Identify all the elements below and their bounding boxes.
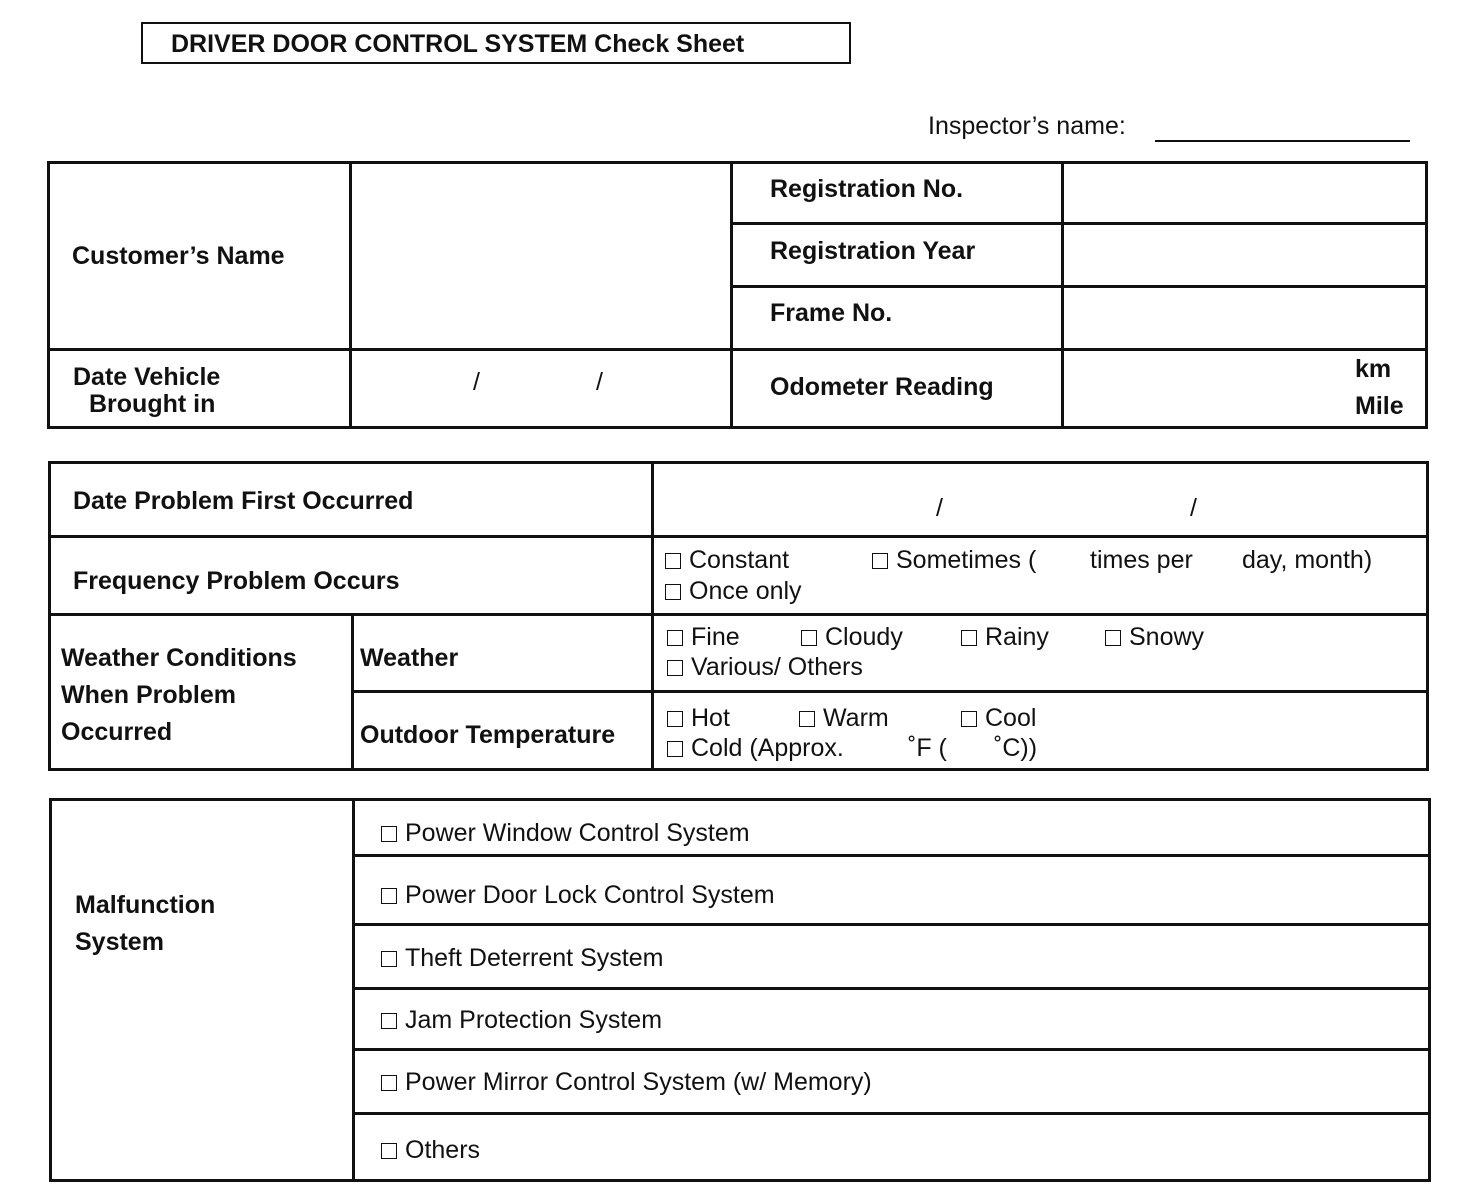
checkbox[interactable] [665,584,681,600]
weather-fine-option[interactable]: Fine [667,623,740,652]
checkbox[interactable] [799,711,815,727]
customer-name-field[interactable] [352,164,728,346]
divider [651,461,654,771]
checkbox[interactable] [667,630,683,646]
system-option[interactable]: Others [381,1136,480,1165]
customer-name-label: Customer’s Name [72,242,285,270]
frame-no-label: Frame No. [770,299,893,327]
freq-day-month-text: day, month) [1242,546,1373,574]
divider [48,461,1428,464]
divider [48,768,1428,771]
system-option[interactable]: Power Mirror Control System (w/ Memory) [381,1068,872,1097]
inspector-name-field[interactable] [1155,140,1410,142]
checkbox[interactable] [381,1075,397,1091]
weather-label: Weather [360,644,459,672]
checkbox[interactable] [381,888,397,904]
checkbox[interactable] [381,951,397,967]
registration-no-label: Registration No. [770,175,964,203]
weather-rainy-option[interactable]: Rainy [961,623,1049,652]
checkbox[interactable] [381,826,397,842]
checkbox[interactable] [872,553,888,569]
divider [47,426,1427,429]
page-title: DRIVER DOOR CONTROL SYSTEM Check Sheet [141,22,851,64]
temp-celsius-text: ˚C)) [994,734,1038,762]
weather-cloudy-option[interactable]: Cloudy [801,623,903,652]
temp-hot-option[interactable]: Hot [667,704,730,733]
checkbox[interactable] [801,630,817,646]
divider [1425,161,1428,429]
date-separator: / [1190,494,1197,522]
checkbox[interactable] [667,660,683,676]
divider [730,161,733,429]
freq-sometimes-option[interactable]: Sometimes ( [872,546,1036,575]
registration-no-field[interactable] [1064,164,1424,220]
divider [48,535,1428,538]
temp-cool-option[interactable]: Cool [961,704,1036,733]
temp-fahrenheit-text: ˚F ( [908,734,947,762]
divider [48,613,1428,616]
divider [49,798,52,1182]
frame-no-field[interactable] [1064,288,1424,346]
checkbox[interactable] [961,630,977,646]
date-separator: / [596,368,603,396]
divider [48,461,51,771]
date-brought-in-label: Date Vehicle [73,363,221,391]
date-separator: / [473,368,480,396]
divider [351,690,1428,693]
freq-times-per-text: times per [1090,546,1193,574]
divider [351,613,354,771]
malfunction-system-label: Malfunction System [75,891,216,956]
divider [353,923,1429,926]
checkbox[interactable] [1105,630,1121,646]
weather-snowy-option[interactable]: Snowy [1105,623,1204,652]
unit-mile: Mile [1355,392,1404,420]
checkbox[interactable] [381,1013,397,1029]
frequency-label: Frequency Problem Occurs [73,567,400,595]
temp-warm-option[interactable]: Warm [799,704,889,733]
divider [353,1048,1429,1051]
date-separator: / [936,494,943,522]
divider [49,1179,1431,1182]
unit-km: km [1355,355,1392,383]
checkbox[interactable] [667,741,683,757]
divider [49,798,1429,801]
divider [353,987,1429,990]
freq-once-option[interactable]: Once only [665,577,802,606]
system-option[interactable]: Power Door Lock Control System [381,881,775,910]
odometer-field[interactable] [1064,351,1344,423]
weather-conditions-label: Weather Conditions When Problem Occurred [61,644,297,746]
registration-year-label: Registration Year [770,237,976,265]
divider [1428,798,1431,1182]
divider [353,854,1429,857]
divider [352,798,355,1182]
inspector-label: Inspector’s name: [928,112,1126,140]
odometer-label: Odometer Reading [770,373,994,401]
system-option[interactable]: Jam Protection System [381,1006,662,1035]
registration-year-field[interactable] [1064,225,1424,283]
date-brought-in-label: Brought in [89,390,216,418]
divider [1426,461,1429,771]
temp-cold-option[interactable]: Cold (Approx. [667,734,844,763]
outdoor-temperature-label: Outdoor Temperature [360,721,616,749]
checkbox[interactable] [667,711,683,727]
checkbox[interactable] [665,553,681,569]
checkbox[interactable] [381,1143,397,1159]
divider [47,161,50,429]
divider [353,1112,1429,1115]
system-option[interactable]: Power Window Control System [381,819,750,848]
checkbox[interactable] [961,711,977,727]
freq-constant-option[interactable]: Constant [665,546,789,575]
system-option[interactable]: Theft Deterrent System [381,944,663,973]
weather-various-option[interactable]: Various/ Others [667,653,863,682]
date-first-occurred-label: Date Problem First Occurred [73,487,414,515]
